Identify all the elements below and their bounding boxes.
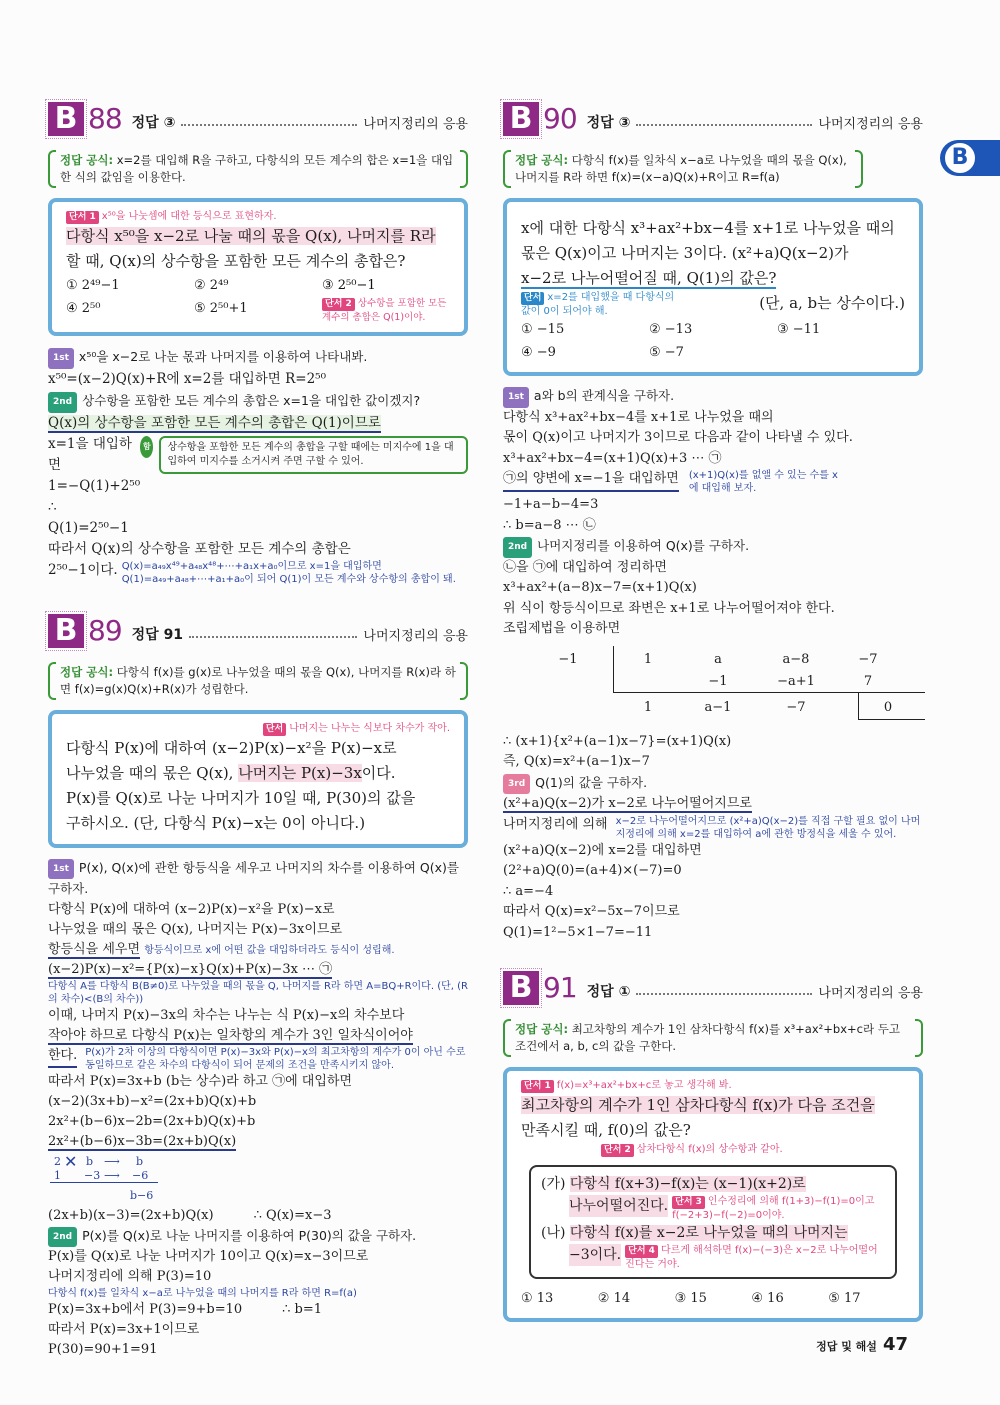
coefficient: −1 <box>708 673 728 689</box>
question-box <box>503 1067 923 1322</box>
step-title: P(x), Q(x)에 관한 항등식을 세우고 나머지의 차수를 이용하여 Q(x)를 구하자. <box>48 860 460 896</box>
question-line: P(x)를 Q(x)로 나눈 나머지가 10일 때, P(30)의 값을 <box>66 789 416 807</box>
page-footer <box>816 1334 908 1355</box>
conditions-box <box>529 1165 897 1279</box>
solution-line: −1+a−b−4=3 <box>503 497 599 512</box>
leader-dots <box>636 124 812 126</box>
solution-line: x=1을 대입하면 <box>48 436 132 473</box>
formula-note <box>503 150 863 188</box>
solution-line: ㉡을 ㉠에 대입하여 정리하면 <box>503 559 667 575</box>
cross-value: b <box>136 1155 144 1168</box>
problem-88 <box>48 96 468 586</box>
hint-text: x=2를 대입했을 때 다항식의 값이 0이 되어야 해. <box>521 292 675 317</box>
problem-header <box>503 96 923 136</box>
footer-label: 정답 및 해설 <box>816 1340 877 1353</box>
solution-line: 따라서 Q(x)의 상수항을 포함한 모든 계수의 총합은 <box>48 541 351 557</box>
coefficient: a−1 <box>704 699 732 715</box>
solution-line: 나머지정리에 의해 P(3)=10 <box>48 1269 212 1284</box>
question-line: 다항식 P(x)에 대하여 (x−2)P(x)−x²을 P(x)−x로 <box>66 739 397 757</box>
step-title: P(x)를 Q(x)로 나눈 나머지를 이용하여 P(30)의 값을 구하자. <box>82 1228 417 1243</box>
formula-note <box>503 1019 923 1057</box>
solution-line: ∴ Q(1)=2⁵⁰−1 <box>48 499 129 536</box>
solution-line: 다항식 P(x)에 대하여 (x−2)P(x)−x²을 P(x)−x로 <box>48 902 335 917</box>
solution-line: (2²+a)Q(0)=(a+4)×(−7)=0 <box>503 863 682 878</box>
solution-line: 다항식 x³+ax²+bx−4를 x+1로 나누었을 때의 <box>503 409 774 425</box>
tip-box: 상수항을 포함한 모든 계수의 총합을 구할 때에는 미지수에 1을 대입하여 미지수를 소거시켜 주면 구할 수 있어. <box>159 436 468 474</box>
cross-value: b <box>86 1155 94 1168</box>
formula-note <box>48 150 468 188</box>
question-box <box>48 710 468 848</box>
hint-text: 삼차다항식 f(x)의 상수항과 같아. <box>636 1144 783 1155</box>
step-badge: 1st <box>48 859 74 879</box>
solution-line: ∴ (x+1){x²+(a−1)x−7}=(x+1)Q(x) <box>503 733 732 749</box>
choice-4[interactable]: ④ 2⁵⁰ <box>66 301 101 316</box>
step-badge: 2nd <box>48 392 77 413</box>
solution-line: (x²+a)Q(x−2)가 x−2로 나누어떨어지므로 <box>503 796 752 811</box>
chapter-tab <box>940 140 1000 176</box>
cross-value: 1 <box>54 1169 61 1182</box>
question-line: 다항식 x⁵⁰을 x−2로 나눌 때의 몫을 Q(x), 나머지를 R라 <box>66 227 436 245</box>
condition-text: 다항식 f(x)를 x−2로 나누었을 때의 나머지는 <box>569 1225 848 1241</box>
problem-number: 88 <box>88 102 122 135</box>
formula-label: 정답 공식: <box>515 153 569 167</box>
step-badge: 3rd <box>503 774 530 795</box>
condition-text: 나누어떨어진다. <box>569 1195 668 1217</box>
solution-line: P(x)=3x+b에서 P(3)=9+b=10 <box>48 1302 243 1317</box>
section-badge: B <box>503 102 539 136</box>
hint-tag: 단서 3 <box>672 1196 705 1209</box>
choice-3-correct[interactable]: ③ 2⁵⁰−1 <box>322 278 376 293</box>
problem-91 <box>503 965 923 1322</box>
topic-label: 나머지정리의 응용 <box>818 117 923 132</box>
answer-choices <box>66 274 450 324</box>
solution-line: (x−2)(3x+b)−x²=(2x+b)Q(x)+b <box>48 1094 257 1109</box>
step-badge: 2nd <box>503 537 532 558</box>
side-note: 다항식 f(x)를 일차식 x−a로 나누었을 때의 나머지를 R라 하면 R=f(a) <box>48 1288 357 1299</box>
arrow-icon: ⟶ <box>104 1155 120 1168</box>
solution <box>48 858 468 1360</box>
choice-1-correct[interactable]: ① 13 <box>521 1291 554 1306</box>
choice-1[interactable]: ① −15 <box>521 322 565 337</box>
condition-text: 다항식 f(x+3)−f(x)는 (x−1)(x+2)로 <box>569 1176 806 1192</box>
divisor: −1 <box>558 651 578 667</box>
answer-label: 정답 ① <box>586 984 631 1000</box>
cross-value: −3 <box>84 1169 101 1182</box>
solution-line: 2x²+(b−6)x−3b=(2x+b)Q(x) <box>48 1134 237 1149</box>
coefficient: a−8 <box>782 651 810 667</box>
problem-header <box>48 96 468 136</box>
answer-label: 정답 91 <box>131 627 184 643</box>
side-note: Q(x)=a₄₉x⁴⁹+a₄₈x⁴⁸+⋯+a₁x+a₀이므로 x=1을 대입하면 Q(1)=a₄₉+a₄₈+⋯+a₁+a₀이 되어 Q(1)이 모든 계수와 상수항의 총합이 돼. <box>121 561 456 585</box>
step-title: Q(1)의 값을 구하자. <box>535 774 648 790</box>
cross-value: 2 <box>54 1155 61 1168</box>
coefficient: 1 <box>643 651 653 667</box>
problem-number: 90 <box>543 102 577 135</box>
question-line: 만족시킬 때, f(0)의 값은? <box>521 1121 691 1139</box>
problem-89 <box>48 608 468 1360</box>
solution-line: 2x²+(b−6)x−2b=(2x+b)Q(x)+b <box>48 1114 256 1129</box>
solution-line: 한다. <box>48 1046 77 1068</box>
choice-5[interactable]: ⑤ 2⁵⁰+1 <box>194 301 248 316</box>
choice-3[interactable]: ③ 15 <box>674 1291 707 1306</box>
hint-text: x⁵⁰을 나눗셈에 대한 등식으로 표현하자. <box>101 211 277 222</box>
solution-line: (x²+a)Q(x−2)에 x=2를 대입하면 <box>503 842 702 858</box>
problem-number: 91 <box>543 971 577 1004</box>
formula-text: 최고차항의 계수가 1인 삼차다항식 f(x)를 x³+ax²+bx+c라 두고 조건에서 a, b, c의 값을 구한다. <box>515 1022 900 1053</box>
problem-number: 89 <box>88 614 122 647</box>
solution-line: (x−2)P(x)−x²={P(x)−x}Q(x)+P(x)−3x ⋯ ㉠ <box>48 962 333 977</box>
solution-line: 따라서 P(x)=3x+1이므로 <box>48 1322 200 1337</box>
solution-line: 나누었을 때의 몫은 Q(x), 나머지는 P(x)−3x이므로 <box>48 922 343 937</box>
formula-label: 정답 공식: <box>60 665 114 679</box>
question-line: x−2로 나누어떨어질 때, Q(1)의 값은? <box>521 269 777 287</box>
solution <box>503 386 923 943</box>
side-note: (x+1)Q(x)를 없앨 수 있는 수를 x에 대입해 보자. <box>688 470 838 494</box>
formula-text: x=2를 대입해 R을 구하고, 다항식의 모든 계수의 합은 x=1을 대입한 식의 값임을 이용한다. <box>60 153 454 184</box>
side-note: x−2로 나누어떨어지므로 (x²+a)Q(x−2)를 직접 구할 필요 없이 나머지정리에 의해 x=2를 대입하여 a에 관한 방정식을 세울 수 있어. <box>615 815 921 840</box>
hint-text: 다르게 해석하면 f(x)−(−3)은 x−2로 나누어떨어진다는 거야. <box>625 1245 878 1270</box>
cross-value: b−6 <box>130 1189 154 1202</box>
formula-text: 다항식 f(x)를 일차식 x−a로 나누었을 때의 몫을 Q(x), 나머지를 R라 하면 f(x)=(x−a)Q(x)+R이고 R=f(a) <box>515 153 847 184</box>
cross-icon: ✕ <box>64 1152 78 1171</box>
solution-line: P(30)=90+1=91 <box>48 1342 158 1357</box>
choice-5[interactable]: ⑤ −7 <box>649 345 684 360</box>
question-line: 나누었을 때의 몫은 Q(x), <box>66 764 239 782</box>
cross-multiplication-diagram <box>50 1152 170 1206</box>
answer-choices <box>521 318 905 364</box>
answer-label: 정답 ③ <box>131 115 176 131</box>
section-badge: B <box>503 971 539 1005</box>
section-badge: B <box>48 614 84 648</box>
choice-4[interactable]: ④ −9 <box>521 345 556 360</box>
divider <box>613 646 614 692</box>
solution-line: 따라서 Q(x)=x²−5x−7이므로 <box>503 904 680 919</box>
leader-dots <box>636 993 812 995</box>
left-column <box>48 96 468 1360</box>
question-highlight: 나머지는 P(x)−3x <box>238 764 362 782</box>
solution-line: 이때, 나머지 P(x)−3x의 차수는 나누는 식 P(x)−x의 차수보다 <box>48 1008 405 1023</box>
question-line: 이다. <box>361 764 396 782</box>
topic-label: 나머지정리의 응용 <box>818 986 923 1001</box>
solution-line: 항등식을 세우면 <box>48 942 141 957</box>
side-note: P(x)가 2차 이상의 다항식이면 P(x)−3x와 P(x)−x의 최고차항의 계수가 0이 아닌 수로 동일하므로 같은 차수의 다항식이 되어 문제의 조건을 만족시키지 않아. <box>85 1047 466 1071</box>
coefficient: 7 <box>863 673 873 689</box>
solution-line: 즉, Q(x)=x²+(a−1)x−7 <box>503 754 650 769</box>
page-number: 47 <box>882 1334 908 1355</box>
coefficient: a <box>714 651 722 667</box>
solution-line: 나머지정리에 의해 <box>503 816 608 832</box>
choice-2[interactable]: ② 14 <box>597 1291 631 1306</box>
question-box <box>503 198 923 376</box>
hint-text: f(x)=x³+ax²+bx+c로 놓고 생각해 봐. <box>556 1080 732 1091</box>
hint-text: 상수항을 포함한 모든 계수의 총합은 Q(1)이야. <box>322 298 447 323</box>
solution-line: 작아야 하므로 다항식 P(x)는 일차항의 계수가 3인 일차식이어야 <box>48 1028 413 1043</box>
question-line: x에 대한 다항식 x³+ax²+bx−4를 x+1로 나누었을 때의 <box>521 219 895 237</box>
side-note: 다항식 A를 다항식 B(B≠0)로 나누었을 때의 몫을 Q, 나머지를 R라 하면 A=BQ+R이다. (단, (R의 차수)<(B의 차수)) <box>48 981 468 1005</box>
choice-4[interactable]: ④ 16 <box>751 1291 784 1306</box>
step-badge: 1st <box>48 348 74 369</box>
formula-note <box>48 662 468 700</box>
topic-label: 나머지정리의 응용 <box>363 117 468 132</box>
answer-label: 정답 ③ <box>586 115 631 131</box>
solution-line: 따라서 P(x)=3x+b (b는 상수)라 하고 ㉠에 대입하면 <box>48 1074 353 1089</box>
hint-tag: 단서 2 <box>322 298 355 311</box>
coefficient: −7 <box>858 651 878 667</box>
answer-choices <box>521 1287 905 1310</box>
solution-line: ∴ b=a−8 ⋯ ㉡ <box>503 517 596 533</box>
coefficient: −7 <box>786 699 806 715</box>
solution-line: 1=−Q(1)+2⁵⁰ <box>48 478 141 494</box>
solution-line: P(x)를 Q(x)로 나눈 나머지가 10이고 Q(x)=x−3이므로 <box>48 1249 369 1264</box>
solution-line: 조립제법을 이용하면 <box>503 621 621 636</box>
step-title: x⁵⁰을 x−2로 나눈 몫과 나머지를 이용하여 나타내봐. <box>78 349 368 364</box>
condition-text: (단, a, b는 상수이다.) <box>759 294 905 312</box>
condition-label: (가) <box>541 1176 570 1192</box>
problem-header <box>48 608 468 648</box>
solution <box>48 346 468 586</box>
condition-text: −3이다. <box>569 1244 621 1266</box>
chapter-tab-letter: B <box>942 140 978 176</box>
choice-5[interactable]: ⑤ 17 <box>828 1291 861 1306</box>
condition-label: (나) <box>541 1225 570 1241</box>
choice-1[interactable]: ① 2⁴⁹−1 <box>66 278 120 293</box>
section-badge: B <box>48 102 84 136</box>
step-title: a와 b의 관계식을 구하자. <box>533 388 675 403</box>
solution-line: 2⁵⁰−1이다. <box>48 562 118 578</box>
question-line: 구하시오. (단, 다항식 P(x)−x는 0이 아니다.) <box>66 814 366 832</box>
hint-tag: 단서 1 <box>521 1080 554 1093</box>
divider <box>50 1182 158 1183</box>
choice-2[interactable]: ② −13 <box>649 322 693 337</box>
side-note: 항등식이므로 x에 어떤 값을 대입하더라도 등식이 성립해. <box>144 945 395 956</box>
solution-line: 몫이 Q(x)이고 나머지가 3이므로 다음과 같이 나타낼 수 있다. <box>503 430 853 445</box>
formula-text: 다항식 f(x)를 g(x)로 나누었을 때의 몫을 Q(x), 나머지를 R(x)라 하면 f(x)=g(x)Q(x)+R(x)가 성립한다. <box>60 665 456 696</box>
hint-text: 나머지는 나누는 식보다 차수가 작아. <box>289 723 450 734</box>
step-title: 나머지정리를 이용하여 Q(x)를 구하자. <box>537 538 750 553</box>
solution-line: ∴ a=−4 <box>503 883 554 899</box>
step-badge: 1st <box>503 387 529 408</box>
question-box <box>48 198 468 336</box>
problem-header <box>503 965 923 1005</box>
topic-label: 나머지정리의 응용 <box>363 629 468 644</box>
hint-tag: 단서 <box>521 292 544 305</box>
solution-line: x⁵⁰=(x−2)Q(x)+R에 x=2를 대입하면 R=2⁵⁰ <box>48 371 327 387</box>
coefficient: 1 <box>643 699 653 715</box>
solution-line: Q(1)=1²−5×1−7=−11 <box>503 924 653 940</box>
step-title: 상수항을 포함한 모든 계수의 총합은 x=1을 대입한 값이겠지? <box>82 393 421 408</box>
right-column <box>503 96 923 1322</box>
question-line: 몫은 Q(x)이고 나머지는 3이다. (x²+a)Q(x−2)가 <box>521 244 849 262</box>
tip-icon: 함정 <box>140 436 153 458</box>
hint-tag: 단서 <box>263 723 286 736</box>
leader-dots <box>181 124 357 126</box>
remainder: 0 <box>883 699 893 715</box>
hint-tag: 단서 2 <box>601 1144 634 1157</box>
hint-tag: 단서 4 <box>625 1245 658 1258</box>
step-badge: 2nd <box>48 1227 77 1247</box>
solution-line: x³+ax²+(a−8)x−7=(x+1)Q(x) <box>503 580 697 595</box>
arrow-icon: ⟶ <box>104 1169 120 1182</box>
question-line: 할 때, Q(x)의 상수항을 포함한 모든 계수의 총합은? <box>66 252 406 270</box>
coefficient: −a+1 <box>777 673 815 689</box>
choice-3-correct[interactable]: ③ −11 <box>777 322 821 337</box>
solution-line: x³+ax²+bx−4=(x+1)Q(x)+3 ⋯ ㉠ <box>503 450 722 466</box>
formula-label: 정답 공식: <box>60 153 114 167</box>
cross-value: −6 <box>132 1169 149 1182</box>
solution-line: ∴ b=1 <box>282 1302 323 1317</box>
solution-line: ㉠의 양변에 x=−1을 대입하면 <box>503 469 679 492</box>
question-line: 최고차항의 계수가 1인 삼차다항식 f(x)가 다음 조건을 <box>521 1096 875 1114</box>
hint-tag: 단서 1 <box>66 211 99 224</box>
synthetic-division <box>543 646 893 726</box>
solution-line: 위 식이 항등식이므로 좌변은 x+1로 나누어떨어져야 한다. <box>503 600 835 616</box>
leader-dots <box>189 636 357 638</box>
problem-90 <box>503 96 923 943</box>
solution-line: Q(x)의 상수항을 포함한 모든 계수의 총합은 Q(1)이므로 <box>48 415 381 431</box>
choice-2[interactable]: ② 2⁴⁹ <box>194 278 229 293</box>
solution-line: (2x+b)(x−3)=(2x+b)Q(x) <box>48 1208 214 1223</box>
solution-line: ∴ Q(x)=x−3 <box>253 1208 332 1223</box>
formula-label: 정답 공식: <box>515 1022 569 1036</box>
hint-text: 인수정리에 의해 f(1+3)−f(1)=0이고 f(−2+3)−f(−2)=0이야. <box>672 1196 875 1221</box>
